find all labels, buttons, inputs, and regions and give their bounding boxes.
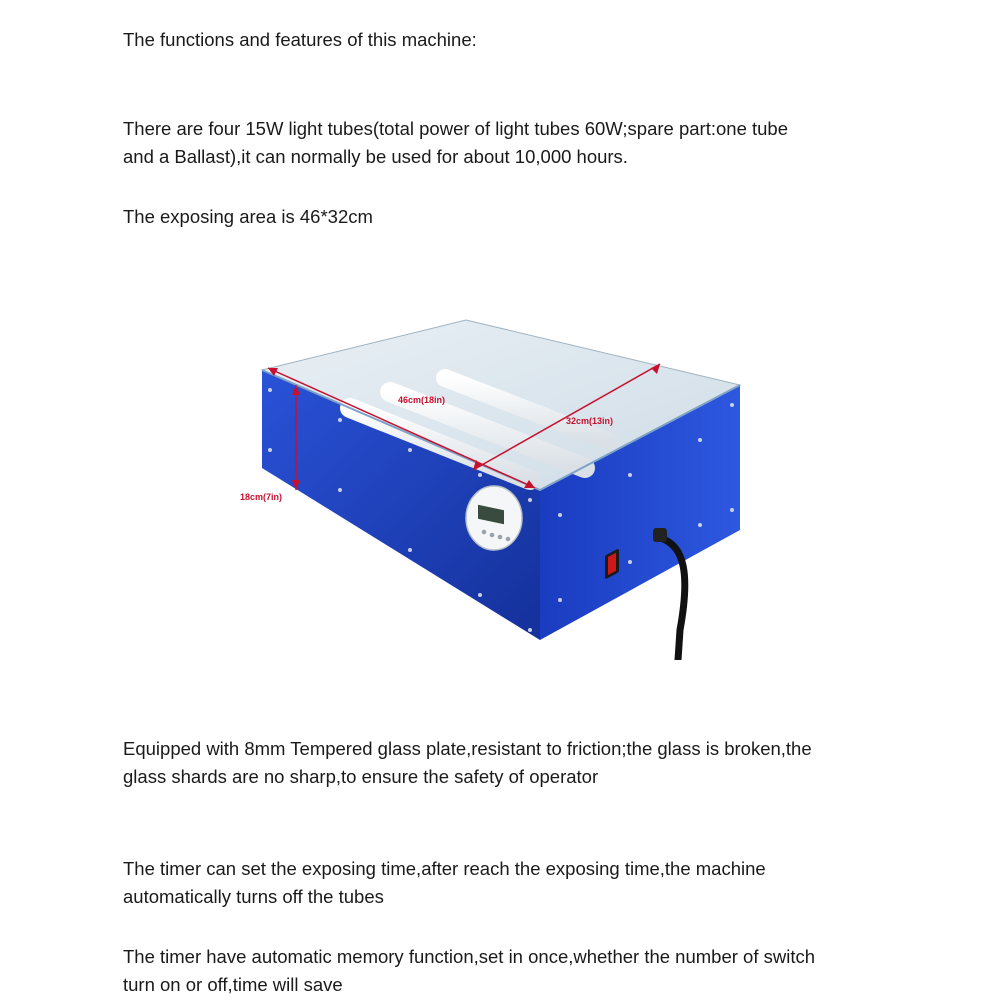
memory-paragraph — [123, 943, 943, 999]
length-label: 46cm(18in) — [398, 395, 446, 405]
timer-paragraph — [123, 855, 943, 911]
glass-paragraph — [123, 735, 943, 791]
tubes-paragraph-line-1: There are four 15W light tubes(total power of light tubes 60W;spare part:one tube — [123, 118, 789, 139]
timer-paragraph-line-2: automatically turns off the tubes — [123, 886, 384, 907]
exposing-area-paragraph: The exposing area is 46*32cm — [123, 206, 373, 227]
exposure-unit-image — [230, 300, 770, 660]
timer-display — [466, 486, 522, 550]
memory-paragraph-line-1: The timer have automatic memory function,set in once,whether the number of switch — [123, 946, 816, 967]
width-label: 32cm(13in) — [566, 416, 614, 426]
memory-paragraph-line-2: turn on or off,time will save — [123, 974, 343, 995]
tubes-paragraph-line-2: and a Ballast),it can normally be used for about 10,000 hours. — [123, 146, 628, 167]
heading: The functions and features of this machine: — [123, 29, 477, 50]
timer-paragraph-line-1: The timer can set the exposing time,after reach the exposing time,the machine — [123, 858, 766, 879]
tubes-paragraph — [123, 115, 943, 171]
glass-paragraph-line-1: Equipped with 8mm Tempered glass plate,resistant to friction;the glass is broken,the — [123, 738, 812, 759]
glass-paragraph-line-2: glass shards are no sharp,to ensure the safety of operator — [123, 766, 599, 787]
height-label: 18cm(7in) — [240, 492, 283, 502]
